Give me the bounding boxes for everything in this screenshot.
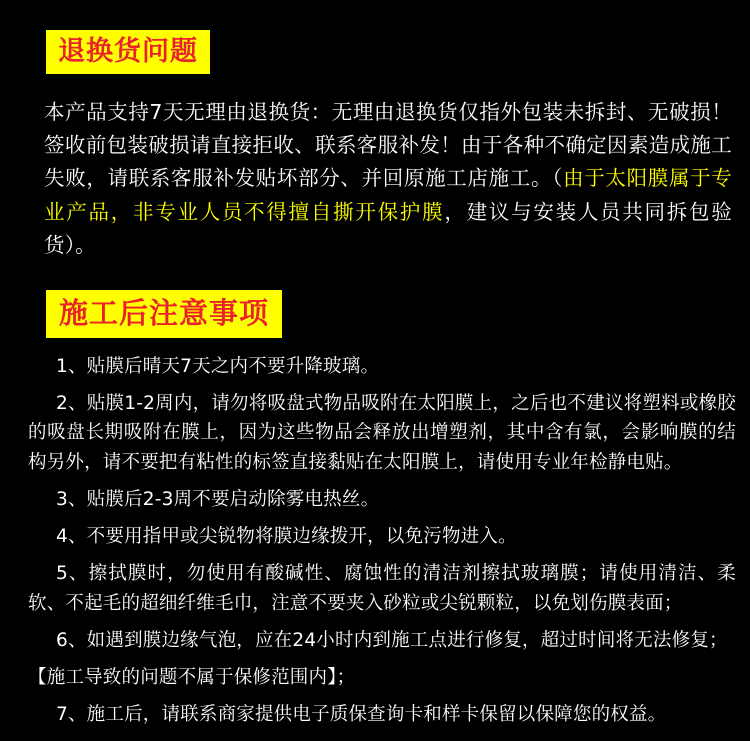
returns-paragraph bbox=[0, 74, 750, 262]
returns-paragraph-emphasis: 由于太阳膜属于专业产品，非专业人员不得擅自撕开保护膜 bbox=[44, 166, 732, 224]
list-item: 5、擦拭膜时，勿使用有酸碱性、腐蚀性的清洁剂擦拭玻璃膜；请使用清洁、柔软、不起毛的超细纤维毛巾，注意不要夹入砂粒或尖锐颗粒，以免划伤膜表面； bbox=[28, 563, 736, 614]
list-item-warranty-exclusion: 【施工导致的问题不属于保修范围内】； bbox=[28, 666, 356, 688]
returns-paragraph-part-3: ，建议与安装人员共同拆包验货）。 bbox=[44, 199, 732, 257]
list-item: 2、贴膜1-2周内，请勿将吸盘式物品吸附在太阳膜上，之后也不建议将塑料或橡胶的吸盘长期吸附在膜上，因为这些物品会释放出增塑剂，其中含有氯，会影响膜的结构另外，请不要把有粘性的标签直接黏贴在太阳膜上，请使用专业年检静电贴。 bbox=[28, 393, 736, 473]
aftercare-notes-list bbox=[0, 338, 750, 729]
returns-paragraph-part-1: 本产品支持7天无理由退换货：无理由退换货仅指外包装未拆封、无破损！签收前包装破损请直接拒收、联系客服补发！由于各种不确定因素造成施工失败，请联系客服补发贴坏部分、并回原施工店施工。（ bbox=[44, 100, 732, 191]
list-item: 6、如遇到膜边缘气泡，应在24小时内到施工点进行修复，超过时间将无法修复； bbox=[56, 629, 728, 651]
section-heading-wrap-aftercare bbox=[0, 272, 750, 338]
list-item: 1、贴膜后晴天7天之内不要升降玻璃。 bbox=[56, 356, 380, 378]
section-heading-aftercare: 施工后注意事项 bbox=[46, 290, 282, 338]
section-heading-returns: 退换货问题 bbox=[46, 30, 210, 74]
list-item: 3、贴膜后2-3周不要启动除雾电热丝。 bbox=[56, 488, 380, 510]
section-heading-wrap-returns bbox=[0, 0, 750, 74]
list-item: 4、不要用指甲或尖锐物将膜边缘拨开，以免污物进入。 bbox=[56, 526, 517, 548]
section-spacer bbox=[0, 262, 750, 272]
list-item: 7、施工后，请联系商家提供电子质保查询卡和样卡保留以保障您的权益。 bbox=[56, 704, 667, 726]
